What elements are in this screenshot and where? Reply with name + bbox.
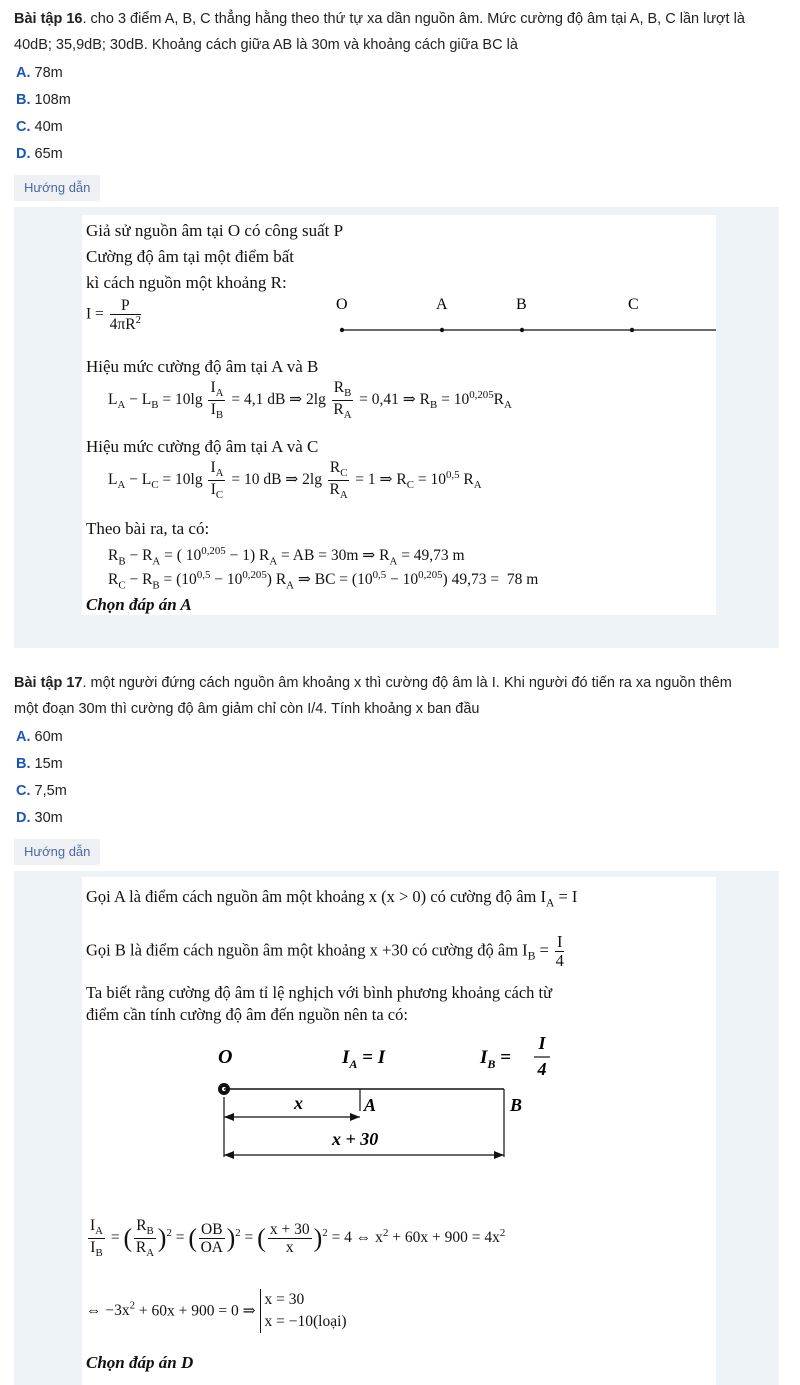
sol16-heading-given: Theo bài ra, ta có: <box>86 519 210 538</box>
question-16-line2: 40dB; 35,9dB; 30dB. Khoảng cách giữa AB là 30m và khoảng cách giữa BC là <box>14 37 518 53</box>
diagram-ib-frac-num: I <box>538 1037 546 1053</box>
sol16-answer: Chọn đáp án A <box>86 595 192 614</box>
sol16-equation-bc: $R_C - R_B = (10^{0,5} - 10^{0,205})$ $R_A$ ⇒ BC = $(10^{0,5} - 10^{0,205}) 49,73 = 78$ m <box>108 569 539 592</box>
sol17-line2: Gọi B là điểm cách nguồn âm một khoảng x +30 có cường độ âm $I_B$ = $\frac{I}{4}$ <box>86 932 564 971</box>
hint-button-17[interactable]: Hướng dẫn <box>14 839 100 865</box>
point-a-label: A <box>436 296 448 313</box>
sol16-line1: Giả sử nguồn âm tại O có công suất P <box>86 221 344 240</box>
sol16-line3: kì cách nguồn một khoảng R: <box>86 273 287 292</box>
question-17 <box>14 670 784 722</box>
diagram-a-label: A <box>364 1095 377 1115</box>
solution-panel-17 <box>14 871 779 1385</box>
option-17-b[interactable]: B. 15m <box>16 756 63 772</box>
solution-root-2: x = −10(loại) <box>264 1313 347 1330</box>
diagram-o-label: O <box>218 1046 233 1068</box>
option-17-c[interactable]: C. 7,5m <box>16 783 67 799</box>
point-b-dot <box>520 328 524 332</box>
question-16 <box>14 6 784 58</box>
option-17-a[interactable]: A. 60m <box>16 729 63 745</box>
point-b-label: B <box>516 296 527 313</box>
sol16-equation-ra: $R_B - R_A$ = ( $10^{0,205} - 1$) $R_A$ = AB = 30m ⇒ $R_A = 49,73$ m <box>108 545 465 568</box>
point-o-label: O <box>336 296 348 313</box>
diagram-b-label: B <box>510 1095 523 1115</box>
option-16-d[interactable]: D. 65m <box>16 146 63 162</box>
question-17-title: Bài tập 17 <box>14 675 83 691</box>
question-16-title: Bài tập 16 <box>14 11 83 27</box>
question-17-line1: . một người đứng cách nguồn âm khoảng x thì cường độ âm là I. Khi người đó tiến ra xa nguồn thêm <box>82 675 732 691</box>
sol16-line2: Cường độ âm tại một điểm bất <box>86 247 295 266</box>
option-16-c[interactable]: C. 40m <box>16 119 63 135</box>
point-c-label: C <box>628 296 639 313</box>
sol17-distance-diagram <box>212 1037 552 1177</box>
sol16-heading-ab: Hiệu mức cường độ âm tại A và B <box>86 357 319 376</box>
point-a-dot <box>440 328 444 332</box>
hint-button-16[interactable]: Hướng dẫn <box>14 175 100 201</box>
diagram-ib-frac-den: 4 <box>537 1059 547 1079</box>
solution-panel-16 <box>14 207 779 648</box>
question-17-line2: một đoạn 30m thì cường độ âm giảm chỉ còn I/4. Tính khoảng x ban đầu <box>14 701 480 717</box>
sol17-line1: Gọi A là điểm cách nguồn âm một khoảng x (x > 0) có cường độ âm $I_A = I$ <box>86 887 578 910</box>
solution-image-16 <box>82 215 716 615</box>
diagram-ib-label: $I_B$ = <box>480 1047 511 1071</box>
solution-root-1: x = 30 <box>264 1291 305 1308</box>
diagram-x-label: x <box>294 1093 303 1113</box>
point-c-dot <box>630 328 634 332</box>
option-17-d[interactable]: D. 30m <box>16 810 63 826</box>
sol16-intensity-formula: I = $\frac{P}{4\pi R^2}$ <box>86 297 141 334</box>
sol16-points-diagram <box>332 289 717 339</box>
sol17-line4: điểm cần tính cường độ âm đến nguồn nên ta có: <box>86 1005 408 1024</box>
diagram-x30-label: x + 30 <box>332 1129 379 1149</box>
sol17-answer: Chọn đáp án D <box>86 1353 194 1372</box>
sol17-equation-ratio: $\frac{I_A}{I_B}$ = ( $\frac{R_B}{R_A}$ )$^2$ = ( $\frac{OB}{OA}$ )$^2$ = ( $\frac{x + 30}{x}$ )$^2$ = 4 ⇔ $x^2 + 60x + 900 = 4x^2$ <box>90 1217 506 1260</box>
sol16-equation-ac: $L_A - L_C = 10\lg$ $\frac{I_A}{I_C}$ = 10 dB ⇒ 2lg $\frac{R_C}{R_A}$ = 1 ⇒ $R_C = 10^{0,5}$ $R_A$ <box>108 459 482 502</box>
option-16-b[interactable]: B. 108m <box>16 92 71 108</box>
sol17-equation-solve: ⇔ $-3x^2 + 60x + 900 = 0$ ⇒ x = 30 x = −10(loại) <box>86 1289 347 1333</box>
solution-image-17 <box>82 877 716 1385</box>
sol16-heading-ac: Hiệu mức cường độ âm tại A và C <box>86 437 319 456</box>
option-16-a[interactable]: A. 78m <box>16 65 63 81</box>
point-o-dot <box>340 328 344 332</box>
sol17-line3: Ta biết rằng cường độ âm tỉ lệ nghịch với bình phương khoảng cách từ <box>86 983 553 1002</box>
sol16-equation-ab: $L_A - L_B = 10\lg$ $\frac{I_A}{I_B}$ = 4,1 dB ⇒ 2lg $\frac{R_B}{R_A}$ = 0,41 ⇒ $R_B = 10^{0,205}R_A$ <box>108 379 512 422</box>
diagram-ia-label: $I_A = I$ <box>342 1047 386 1071</box>
question-16-line1: . cho 3 điểm A, B, C thẳng hằng theo thứ tự xa dần nguồn âm. Mức cường độ âm tại A, B, C lần lượt là <box>82 11 745 27</box>
